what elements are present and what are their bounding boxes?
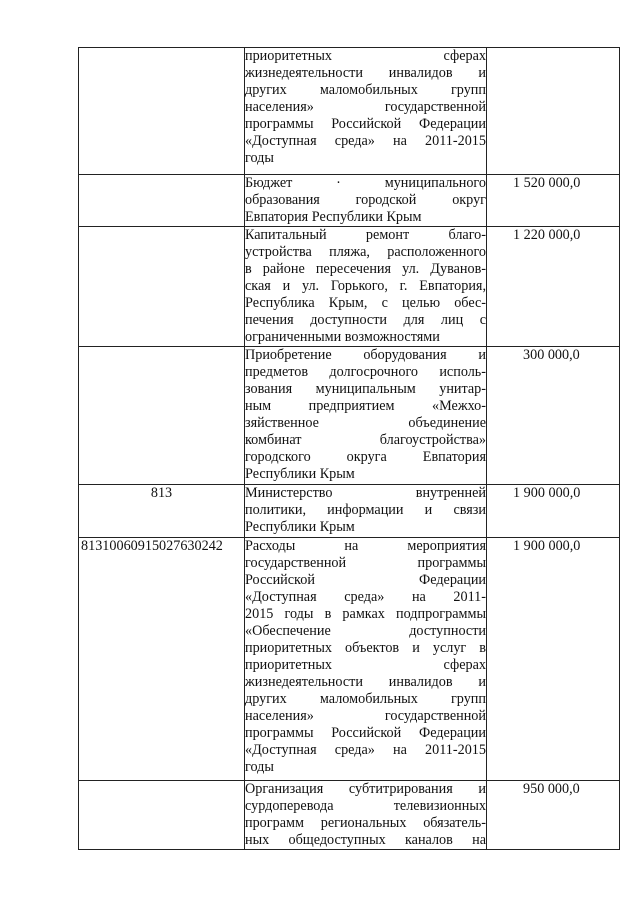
code-cell [79, 781, 245, 850]
description-cell: Приобретение оборудования и предметов долгосрочного исполь- зования муниципальным унитар- ным предприятием «Межхо- зяйственное объединение комбинат благоустройства» городского округа Евпатория Республики Крым [245, 347, 487, 485]
code-cell [79, 175, 245, 227]
table-row [79, 485, 620, 538]
amount-cell: 1 900 000,0 [487, 538, 620, 781]
table-row [79, 347, 620, 485]
table-row [79, 175, 620, 227]
description-cell: Организация субтитрирования и сурдоперевода телевизионных программ региональных обязатель- ных общедоступных каналов на [245, 781, 486, 848]
amount-cell: 300 000,0 [487, 347, 620, 485]
table-row [79, 48, 620, 175]
code-cell: 813 [79, 485, 245, 538]
amount-cell: 1 900 000,0 [487, 485, 620, 538]
table-row [79, 538, 620, 781]
code-cell [79, 227, 245, 347]
budget-table [78, 47, 620, 850]
amount-cell [487, 48, 620, 175]
description-cell: Капитальный ремонт благо- устройства пляжа, расположенного в районе пересечения ул. Дуванов- ская и ул. Горького, г. Евпатория, Республика Крым, с целью обес- печения доступности для лиц с ограниченными возможностями [245, 227, 486, 345]
amount-cell: 1 220 000,0 [487, 227, 620, 347]
amount-cell: 950 000,0 [487, 781, 620, 850]
code-cell: 81310060915027630242 [79, 538, 245, 781]
description-cell: Бюджет · муниципального образования городской округ Евпатория Республики Крым [245, 175, 486, 225]
description-cell: Расходы на мероприятия государственной программы Российской Федерации «Доступная среда» на 2011- 2015 годы в рамках подпрограммы «Обеспечение доступности приоритетных объектов и услуг в приоритетных сферах жизнедеятельности инвалидов и других маломобильных групп населения» государственной программы Российской Федерации «Доступная среда» на 2011-2015 годы [245, 538, 487, 781]
code-cell [79, 347, 245, 485]
table-row [79, 781, 620, 850]
amount-cell: 1 520 000,0 [487, 175, 620, 227]
code-cell [79, 48, 245, 175]
description-cell: Министерство внутренней политики, информации и связи Республики Крым [245, 485, 487, 538]
table-row [79, 227, 620, 347]
description-cell: приоритетных сферах жизнедеятельности инвалидов и других маломобильных групп населения» государственной программы Российской Федерации «Доступная среда» на 2011-2015 годы [245, 48, 487, 175]
